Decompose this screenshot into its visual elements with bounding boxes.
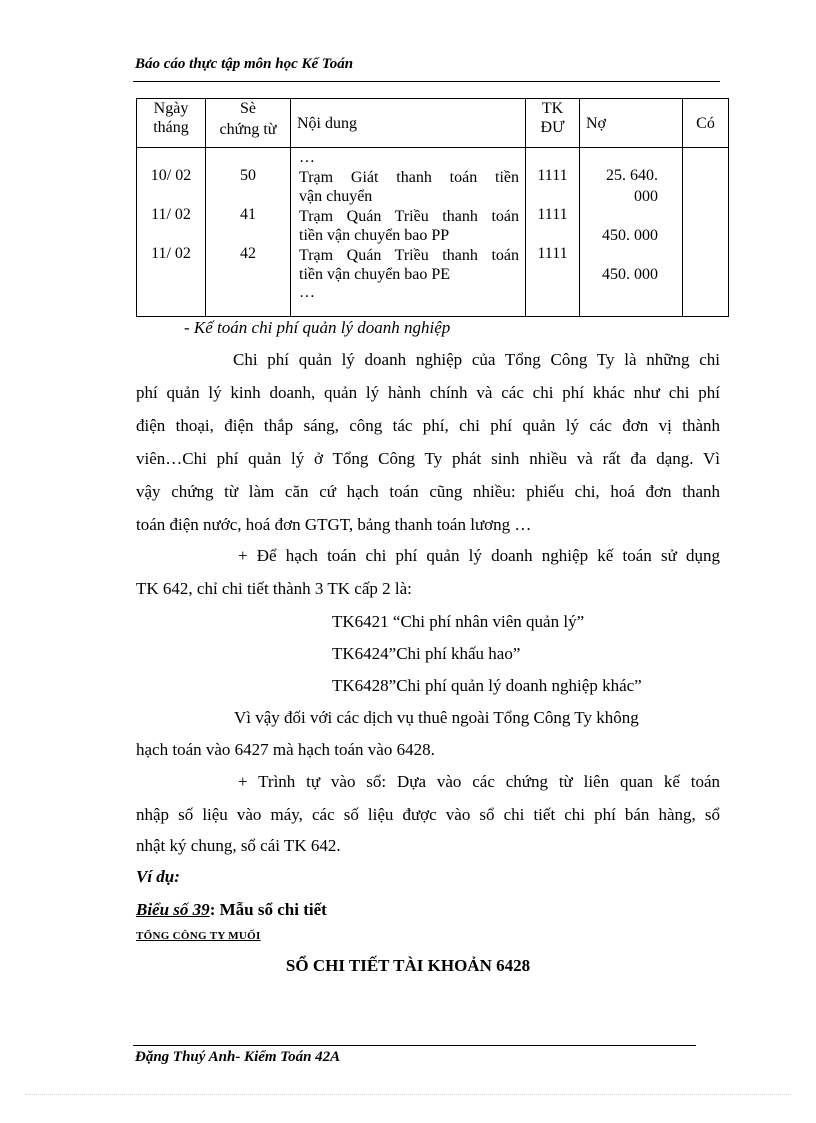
debit-value: 450. 000 <box>602 266 658 283</box>
paragraph-line: điện thoại, điện thắp sáng, công tác phí, chi phí quản lý các đơn vị thành <box>136 416 720 435</box>
col-header-debit: Nợ <box>580 99 683 148</box>
paragraph-line: nhập số liệu vào máy, các số liệu được vào sổ chi tiết chi phí bán hàng, sổ <box>136 805 720 824</box>
date-value: 11/ 02 <box>151 245 191 262</box>
col-header-voucher <box>206 99 291 148</box>
content-line: tiền vận chuyển bao PP <box>299 227 450 244</box>
date-cell <box>137 148 206 317</box>
ledger-title: SỔ CHI TIẾT TÀI KHOẢN 6428 <box>285 956 531 975</box>
credit-cell <box>683 148 729 317</box>
col-header-account-line2: ĐƯ <box>540 119 565 136</box>
account-value: 1111 <box>537 245 568 262</box>
paragraph-line: + Trình tự vào sổ: Dựa vào các chứng từ liên quan kế toán <box>238 772 720 791</box>
section-title: - Kế toán chi phí quản lý doanh nghiệp <box>184 318 451 337</box>
col-header-voucher-line1: Sè <box>240 100 256 117</box>
col-header-credit: Có <box>683 99 729 148</box>
page-bottom-border <box>25 1094 791 1095</box>
content-line: vận chuyển <box>299 188 373 205</box>
col-header-date-line1: Ngày <box>153 100 189 117</box>
footer-author: Đặng Thuý Anh- Kiểm Toán 42A <box>135 1049 341 1065</box>
voucher-value: 42 <box>240 245 256 262</box>
form-reference-number: Biểu số 39 <box>136 900 210 919</box>
col-header-content: Nội dung <box>291 99 526 148</box>
account-value: 1111 <box>537 167 568 184</box>
paragraph-line: phí quản lý kinh doanh, quản lý hành chính và các chi phí khác như chi phí <box>136 383 720 402</box>
table-header-row <box>137 99 729 148</box>
account-value: 1111 <box>537 206 568 223</box>
content-line: Trạm Giát thanh toán tiền <box>299 169 519 186</box>
voucher-cell <box>206 148 291 317</box>
content-line: … <box>299 149 315 166</box>
account-list-item: TK6424”Chi phí khấu hao” <box>332 644 521 663</box>
debit-value: 450. 000 <box>602 227 658 244</box>
col-header-account-line1: TK <box>541 100 564 117</box>
debit-cell <box>580 148 683 317</box>
col-header-date <box>137 99 206 148</box>
paragraph-line: Chi phí quản lý doanh nghiệp của Tổng Công Ty là những chi <box>233 350 720 369</box>
content-line: Trạm Quán Triều thanh toán <box>299 208 519 225</box>
account-cell <box>526 148 580 317</box>
paragraph-line: nhật ký chung, sổ cái TK 642. <box>136 836 341 855</box>
paragraph-line: Vì vậy đối với các dịch vụ thuê ngoài Tổng Công Ty không <box>234 708 639 727</box>
example-label: Ví dụ: <box>136 867 180 886</box>
account-list-item: TK6421 “Chi phí nhân viên quản lý” <box>332 612 585 631</box>
paragraph-line: toán điện nước, hoá đơn GTGT, bảng thanh toán lương … <box>136 515 532 534</box>
paragraph-line: + Để hạch toán chi phí quản lý doanh nghiệp kế toán sử dụng <box>238 546 720 565</box>
debit-value: 000 <box>634 188 658 205</box>
debit-value: 25. 640. <box>606 167 658 184</box>
content-cell <box>291 148 526 317</box>
date-value: 11/ 02 <box>151 206 191 223</box>
col-header-voucher-line2: chứng từ <box>219 121 277 138</box>
col-header-account <box>526 99 580 148</box>
paragraph-line: hạch toán vào 6427 mà hạch toán vào 6428. <box>136 740 435 759</box>
col-header-date-line2: tháng <box>153 119 189 136</box>
form-reference <box>136 900 327 920</box>
form-reference-title: : Mẫu sổ chi tiết <box>209 900 327 919</box>
journal-table <box>136 98 729 317</box>
paragraph-line: TK 642, chỉ chi tiết thành 3 TK cấp 2 là: <box>136 579 412 598</box>
content-line: tiền vận chuyển bao PE <box>299 266 451 283</box>
paragraph-line: vậy chứng từ làm căn cứ hạch toán cũng nhiều: phiếu chi, hoá đơn thanh <box>136 482 720 501</box>
voucher-value: 50 <box>240 167 256 184</box>
date-value: 10/ 02 <box>150 167 192 184</box>
footer-rule <box>133 1045 696 1046</box>
content-line: Trạm Quán Triều thanh toán <box>299 247 519 264</box>
header-rule <box>133 81 720 82</box>
voucher-value: 41 <box>240 206 256 223</box>
header-title: Báo cáo thực tập môn học Kế Toán <box>135 56 354 72</box>
company-name: TỔNG CÔNG TY MUỐI <box>136 930 261 942</box>
content-line: … <box>299 284 315 301</box>
table-row <box>137 148 729 317</box>
paragraph-line: viên…Chi phí quản lý ở Tổng Công Ty phát sinh nhiều và rất đa dạng. Vì <box>136 449 720 468</box>
account-list-item: TK6428”Chi phí quản lý doanh nghiệp khác” <box>332 676 642 695</box>
